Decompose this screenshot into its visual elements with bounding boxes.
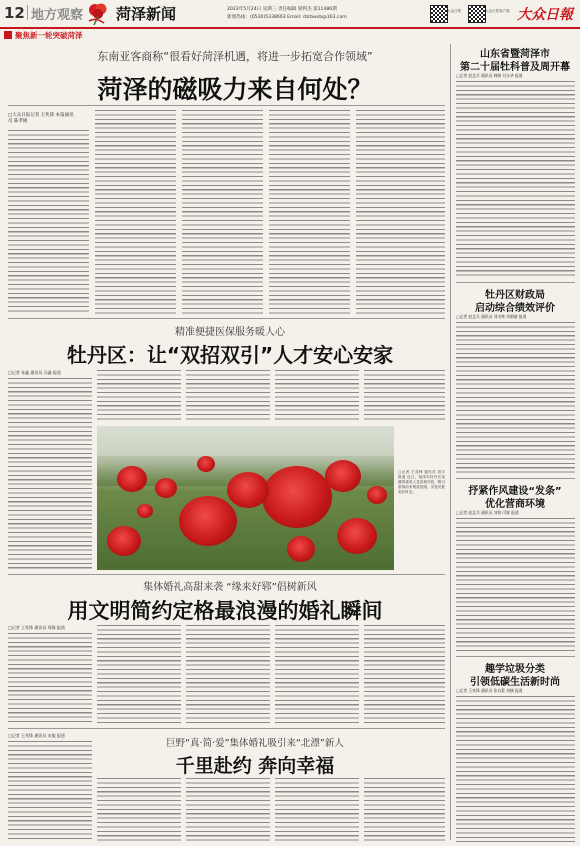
bottom-headline: 千里赴约 奔向幸福 <box>175 755 335 777</box>
section-title: 地方观察 <box>31 8 84 23</box>
rule <box>8 728 445 729</box>
poppy-flower <box>137 504 153 518</box>
wedding-body-col-4 <box>275 625 359 723</box>
mudan-body-col-4 <box>275 370 359 422</box>
bottom-kicker: 巨野“真·简·爱”集体婚礼吸引来“北漂”新人 <box>166 738 344 749</box>
wedding-body-col-3 <box>186 625 270 723</box>
peony-logo-icon <box>86 1 112 25</box>
sidebar-3-body <box>456 518 575 652</box>
sidebar-2-headline-2: 启动综合绩效评价 <box>475 303 555 314</box>
contact-line: 新闻热线：(0530)5338663 Email: dzrbwsb@163.com <box>227 15 347 20</box>
poppy-flower <box>337 518 377 554</box>
lead-headline: 菏泽的磁吸力来自何处？ <box>97 75 373 104</box>
rule <box>8 574 445 575</box>
topic-subtitle: 聚焦新一轮突破菏泽 <box>15 31 83 40</box>
bottom-byline: □记者 王兆锋 通讯员 宋俊 报道 <box>8 733 65 738</box>
lead-byline: □大众日报记者 王兆锋 本报通讯员 陈孝刚 <box>8 113 74 124</box>
rule <box>8 318 445 319</box>
sidebar-2-body <box>456 322 575 474</box>
bottom-body-col-4 <box>275 778 359 841</box>
sidebar-1-body <box>456 81 575 277</box>
sidebar-1-headline-2: 第二十届牡科普及周开幕 <box>460 62 570 73</box>
wedding-byline: □记者 王兆锋 通讯员 郑海 报道 <box>8 625 65 630</box>
paper-name-logo: 大众日報 <box>517 7 573 23</box>
masthead-rule <box>0 27 580 29</box>
sidebar-4-headline-1: 趣学垃圾分类 <box>485 664 545 675</box>
qr-code-2 <box>468 5 486 23</box>
sidebar-1-byline: □记者 赵念兵 通讯员 韩娟 付永华 报道 <box>456 73 523 78</box>
sidebar-3-byline: □记者 赵念兵 通讯员 刘培 闫霖 报道 <box>456 510 519 515</box>
poppy-flower <box>227 472 269 508</box>
qr-label-1: 大众日报 <box>447 9 461 13</box>
lead-body-col-5 <box>356 110 445 315</box>
lead-body-col-3 <box>182 110 263 315</box>
mudan-body-col-3 <box>186 370 270 422</box>
bottom-body-col-5 <box>364 778 445 841</box>
wedding-kicker: 集体婚礼高甜来袭 “缘来好郓”倡树新风 <box>143 582 317 593</box>
wedding-body-col-1 <box>8 633 92 723</box>
edition-title: 菏泽新闻 <box>116 5 177 23</box>
wedding-body-col-5 <box>364 625 445 723</box>
mudan-headline: 牡丹区：让“双招双引”人才安心安家 <box>66 343 394 367</box>
poppy-flower <box>107 526 141 556</box>
sidebar-2-headline-1: 牡丹区财政局 <box>485 290 545 301</box>
poppy-flower <box>287 536 315 562</box>
page-number: 12 <box>4 4 25 22</box>
rule <box>8 105 445 106</box>
lead-body-col-4 <box>269 110 350 315</box>
wedding-body-col-2 <box>97 625 181 723</box>
bottom-body-col-3 <box>186 778 270 841</box>
date-line: 2023年5月24日 星期三 责任编辑 梁利杰 第11486期 <box>227 7 337 12</box>
poppy-flower <box>197 456 215 472</box>
sidebar-1-headline-1: 山东省暨菏泽市 <box>480 49 550 60</box>
poppy-photo <box>97 426 394 570</box>
lead-body-col-1 <box>8 130 89 315</box>
rule <box>456 478 575 479</box>
mudan-body-col-2 <box>97 370 181 422</box>
mudan-body-col-1 <box>8 378 92 570</box>
mudan-byline: □记者 张鑫 通讯员 冯鑫 报道 <box>8 370 61 375</box>
sidebar-4-body <box>456 696 575 842</box>
rule <box>456 282 575 283</box>
sidebar-3-headline-1: 抒紧作风建设“发条” <box>468 486 562 497</box>
masthead <box>0 0 580 40</box>
poppy-flower <box>367 486 387 504</box>
square-icon <box>4 31 12 39</box>
qr-label-2: 大众日报客户端 <box>485 9 510 13</box>
poppy-flower <box>155 478 177 498</box>
qr-code-1 <box>430 5 448 23</box>
rule <box>456 656 575 657</box>
topic-banner <box>4 30 124 40</box>
divider <box>27 5 28 20</box>
mudan-kicker: 精准便捷医保服务暖人心 <box>175 327 285 338</box>
lead-body-col-2 <box>95 110 176 315</box>
sidebar-4-headline-2: 引领低碳生活新时尚 <box>470 677 560 688</box>
wedding-headline: 用文明简约定格最浪漫的婚礼瞬间 <box>67 599 383 623</box>
photo-caption: □记者 王兆锋 通讯员 刘宇 报道 近日，菏泽市牡丹区皇镇的虞美人花竞相开放，吸引游客前来观赏拍照，享受初夏美好时光。 <box>398 470 445 494</box>
mudan-body-col-5 <box>364 370 445 422</box>
sidebar-4-byline: □记者 王兆锋 通讯员 张启蒙 刘楠 报道 <box>456 688 523 693</box>
sidebar-2-byline: □记者 赵念兵 通讯员 刘书林 刘朝倩 报道 <box>456 314 527 319</box>
bottom-body-col-2 <box>97 778 181 841</box>
poppy-flower <box>117 466 147 492</box>
bottom-body-col-1 <box>8 741 92 841</box>
poppy-flower <box>179 496 237 546</box>
column-rule <box>450 44 451 840</box>
poppy-flower <box>325 460 361 492</box>
lead-kicker: 东南亚客商称“很看好菏泽机遇，将进一步拓宽合作领域” <box>97 50 373 63</box>
sidebar-3-headline-2: 优化营商环境 <box>485 499 545 510</box>
poppy-flower <box>262 466 332 528</box>
